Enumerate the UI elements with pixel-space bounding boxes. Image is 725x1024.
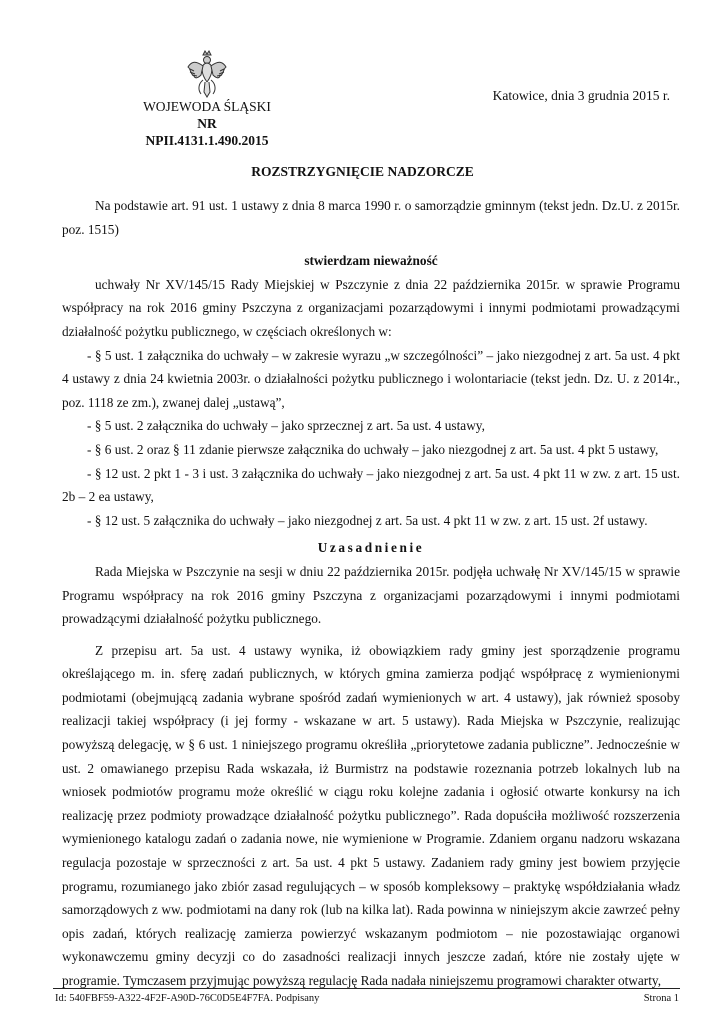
justification-paragraph: Z przepisu art. 5a ust. 4 ustawy wynika, iż obowiązkiem rady gminy jest sporządzenie programu określającego m. in. sferę zadań publicznych, w których gmina zamierza podjąć współpracę z wymienionymi podmiotami (obejmującą zadania wybrane spośród zadań wymienionych w art. 4 ustawy), jak również sposoby realizacji takiej współpracy (i jej formy - wskazane w art. 5 ustawy). Rada Miejska w Pszczynie, realizując powyższą delegację, w § 6 ust. 1 niniejszego programu określiła „priorytetowe zadania publiczne”. Jednocześnie w ust. 2 omawianego przepisu Rada wskazała, iż Burmistrz na podstawie rozeznania potrzeb lokalnych lub na wniosek podmiotów programu może określić w ciągu roku kolejne zadania i ogłosić otwarte konkursy na ich realizację przez podmioty prowadzące działalność pożytku publicznego”. Rada dopuściła możliwość rozszerzenia wymienionego katalogu zadań o zadania nowe, nie wymienione w Programie. Zdaniem organu nadzoru wskazana regulacja pozostaje w sprzeczności z art. 5a ust. 4 pkt 5 ustawy. Zadaniem rady gminy jest bowiem przyjęcie programu, rozumianego jako zbiór zasad regulujących – w sposób kompleksowy – praktykę współdziałania władz samorządowych z ww. podmiotami na dany rok (lub na kilka lat). Rada powinna w niniejszym akcie zawrzeć pełny opis zadań, których realizację zamierza powierzyć wskazanym podmiotom – nie pozostawiając organowi wykonawczemu gminy decyzji co do zasadności realizacji innych jeszcze zadań, które nie zostały ujęte w programie. Tymczasem przyjmując powyższą regulację Rada nadała niniejszemu programowi charakter otwarty, — [62, 642, 680, 988]
list-item: - § 5 ust. 1 załącznika do uchwały – w zakresie wyrazu „w szczególności” – jako niezgodnej z art. 5a ust. 4 pkt 4 ustawy z dnia 24 kwietnia 2003r. o działalności pożytku publicznego i wolontariacie (tekst jedn. Dz. U. z 2014r., poz. 1118 ze zm.), zwanej dalej „ustawą”, — [62, 347, 680, 410]
polish-eagle-emblem-icon — [186, 50, 228, 98]
reference-number: NR NPII.4131.1.490.2015 — [145, 116, 269, 148]
declaration-heading: stwierdzam nieważność — [304, 253, 438, 269]
page-footer — [55, 993, 679, 1004]
list-item: - § 6 ust. 2 oraz § 11 zdanie pierwsze załącznika do uchwały – jako niezgodnej z art. 5a ust. 4 pkt 5 ustawy, — [87, 441, 659, 457]
declaration-text: uchwały Nr XV/145/15 Rady Miejskiej w Pszczynie z dnia 22 października 2015r. w sprawie Programu współpracy na rok 2016 gminy Pszczyna z organizacjami pozarządowymi i innymi podmiotami prowadzącymi działalność pożytku publicznego, w częściach określonych w: — [62, 276, 680, 339]
issuer-block — [140, 98, 274, 149]
document-body — [62, 194, 680, 993]
footer-divider — [53, 988, 680, 989]
list-item: - § 5 ust. 2 załącznika do uchwały – jako sprzecznej z art. 5a ust. 4 ustawy, — [87, 418, 485, 434]
list-item: - § 12 ust. 2 pkt 1 - 3 i ust. 3 załącznika do uchwały – jako niezgodnej z art. 5a ust. 4 pkt 11 w zw. z art. 15 ust. 2b – 2 ea ustawy, — [62, 465, 680, 505]
list-item: - § 12 ust. 5 załącznika do uchwały – jako niezgodnej z art. 5a ust. 4 pkt 11 w zw. z art. 15 ust. 2f ustawy. — [87, 512, 648, 528]
justification-paragraph: Rada Miejska w Pszczynie na sesji w dniu 22 października 2015r. podjęła uchwałę Nr XV/145/15 w sprawie Programu współpracy na rok 2016 gminy Pszczyna z organizacjami pozarządowymi i innymi podmiotami prowadzącymi działalność pożytku publicznego. — [62, 563, 680, 627]
date-line: Katowice, dnia 3 grudnia 2015 r. — [492, 88, 670, 103]
document-id: Id: 540FBF59-A322-4F2F-A90D-76C0D5E4F7FA. Podpisany — [55, 993, 320, 1004]
page-number: Strona 1 — [643, 993, 679, 1004]
document-title: ROZSTRZYGNIĘCIE NADZORCZE — [251, 164, 474, 179]
legal-basis: Na podstawie art. 91 ust. 1 ustawy z dnia 8 marca 1990 r. o samorządzie gminnym (tekst jedn. Dz.U. z 2015r. poz. 1515) — [62, 198, 680, 237]
issuer-name: WOJEWODA ŚLĄSKI — [143, 99, 271, 114]
justification-heading: Uzasadnienie — [317, 540, 425, 556]
